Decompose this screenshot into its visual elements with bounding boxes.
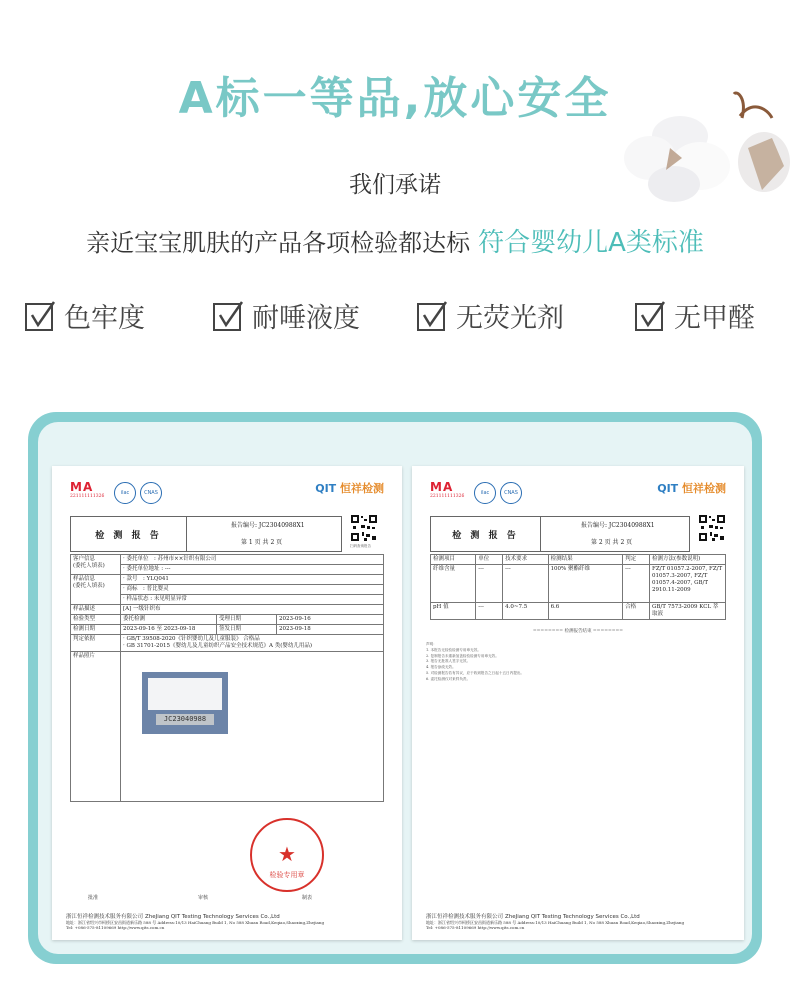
- ilac-mra-logo: ilac: [114, 482, 136, 504]
- report-logo-row: [70, 480, 384, 508]
- report-title: 检 测 报 告: [71, 517, 187, 551]
- check-box-icon: [24, 299, 58, 333]
- report-page-count: 第 2 页 共 2 页: [591, 539, 633, 546]
- standard-line: [0, 222, 790, 259]
- check-label: 色牢度: [64, 303, 145, 334]
- check-label: 无甲醛: [674, 303, 755, 334]
- check-item-saliva: [212, 296, 360, 335]
- qit-logo: QIT 恒祥检测: [657, 482, 726, 495]
- report-frame-inner: [38, 422, 752, 954]
- report-end-note: ======== 检测报告结束 ========: [532, 629, 624, 634]
- stamp-star-icon: ★: [278, 842, 296, 866]
- table-row: 纤维含量 --- --- 100% 聚酯纤维 --- FZ/T 01057.2-2007, FZ/T 01057.3-2007, FZ/T 01057.4-2007, GB/T 2910.11-2009: [431, 565, 726, 603]
- report-title-box: [70, 516, 342, 552]
- test-report-page-1: [52, 466, 402, 940]
- test-report-page-2: [412, 466, 744, 940]
- cnas-logo: CNAS: [140, 482, 162, 504]
- check-label: 无荧光剂: [456, 303, 564, 334]
- check-label: 耐唾液度: [252, 303, 360, 334]
- headline: A标一等品,放心安全: [178, 73, 612, 124]
- cnas-logo: CNAS: [500, 482, 522, 504]
- test-results-table: 检测项目 单位 技术要求 检测结果 判定 检测方法(参数说明) 纤维含量 --- --- 100% 聚酯纤维 --- FZ/T 01057.2-2007, FZ/T 01057.3-2007, FZ/T 01057.4-2007, GB/T 2910.11-2009 pH 值 --- 4.0~7.5 6.6 合格 GB/T 7573-2009 KCL 萃取液: [430, 554, 726, 620]
- check-item-no-formaldehyde: [634, 296, 755, 335]
- qr-code-icon: [350, 514, 378, 542]
- check-item-no-fluorescent: [416, 296, 564, 335]
- approver-signature: 批准: [88, 895, 99, 901]
- report-title-box: [430, 516, 690, 552]
- inspection-stamp: ★ 检验专用章: [250, 818, 324, 892]
- report-notes: 声明： 1. 本报告无检验检测专用章无效。 2. 复制报告未重新加盖检验检测专用章无效。 3. 报告无批准人签字无效。 4. 报告涂改无效。 5. 对检测报告若有异议，应于收到报告之日起十五日内提出。 6. 委托检测仅对来样负责。: [426, 642, 525, 681]
- qr-code-icon: [698, 514, 726, 542]
- standard-text: 亲近宝宝肌肤的产品各项检验都达标: [86, 229, 471, 257]
- qr-caption: 扫码查询报告: [350, 544, 371, 548]
- ma-logo: MA 221111111326: [70, 480, 105, 499]
- sample-tag: JC23040988: [156, 714, 214, 725]
- report-number: 报告编号: JC23040988X1: [231, 522, 305, 529]
- report-info-table: 客户信息 (委托人填表) · 委托单位 : 苏州市××针织有限公司 · 委托单位地址 : --- 样品信息 (委托人填表) · 款号 : YLQ041 · 商标 : 普比婴灵 · 样品状态 : 未见明显异常 样品描述 [A] 一级针织布 检验类型 委托检测 受理日期 2023-09-16 检测日期 2023-09-16 至 2023-09-18 签发日期 2023-09-18 判定依据 · GB/T 39508-2020《针织婴幼儿及儿童服装》 合格品 · GB 31701-2015《婴幼儿及儿童纺织产品安全技术规范》A 类(婴幼儿用品) 样品照片: [70, 554, 384, 802]
- standard-accent: 符合婴幼儿A类标准: [478, 228, 704, 258]
- report-logo-row: [430, 480, 726, 508]
- report-title: 检 测 报 告: [431, 517, 541, 551]
- check-box-icon: [634, 299, 668, 333]
- promise-text: 我们承诺: [349, 172, 441, 198]
- check-box-icon: [212, 299, 246, 333]
- ilac-mra-logo: ilac: [474, 482, 496, 504]
- ma-logo: MA 221111111326: [430, 480, 465, 499]
- check-item-color-fastness: [24, 296, 145, 335]
- report-footer: 浙江恒祥检测技术服务有限公司 ZheJiang QIT Testing Technology Services Co.,Ltd 地址：浙江省绍兴市柯桥区安昌街道新乐路 588 号 Address:10/13 HaiChuang Build 1, No 588 Xhuan Road,Keqiao,Shaoxing,Zhejiang Tel: +086-575-81109669 http://www.qits.com.cn: [426, 914, 685, 930]
- maker-signature: 制表: [302, 895, 313, 901]
- sample-fabric: [148, 678, 222, 710]
- check-box-icon: [416, 299, 450, 333]
- report-footer: 浙江恒祥检测技术服务有限公司 ZheJiang QIT Testing Technology Services Co.,Ltd 地址：浙江省绍兴市柯桥区安昌街道新乐路 588 号 Address:10/13 HaiChuang Build 1, No 588 Xhuan Road,Keqiao,Shaoxing,Zhejiang Tel: +086-575-81109669 http://www.qits.com.cn: [66, 914, 325, 930]
- feature-checks: [0, 296, 790, 344]
- qit-logo: QIT 恒祥检测: [315, 482, 384, 495]
- report-number: 报告编号: JC23040988X1: [581, 522, 655, 529]
- reviewer-signature: 审核: [198, 895, 209, 901]
- table-row: pH 值 --- 4.0~7.5 6.6 合格 GB/T 7573-2009 KCL 萃取液: [431, 603, 726, 620]
- report-frame: [28, 412, 762, 964]
- report-page-count: 第 1 页 共 2 页: [241, 539, 283, 546]
- sample-photo: [142, 672, 228, 734]
